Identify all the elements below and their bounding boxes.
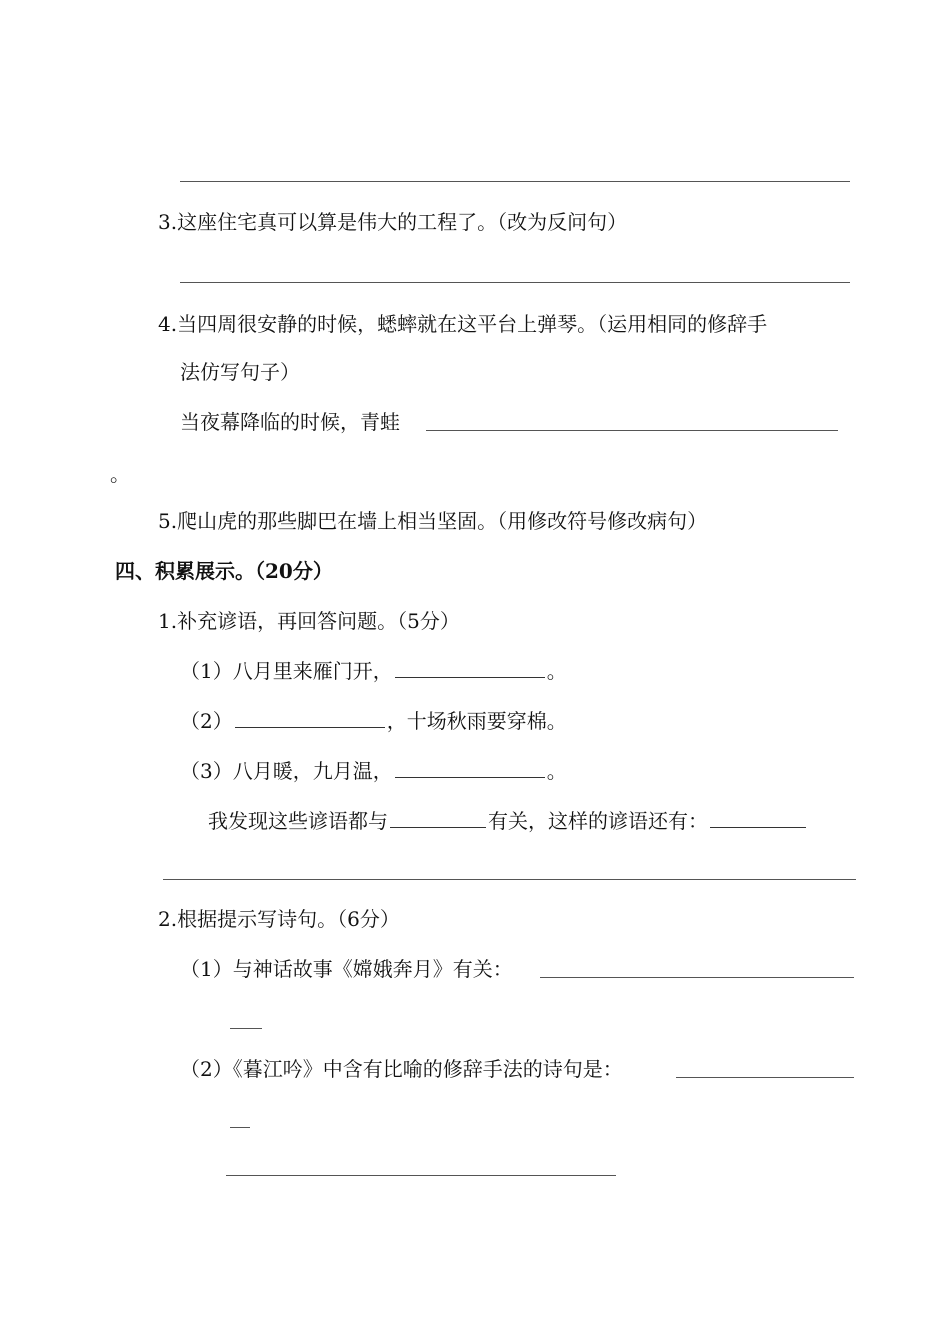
question-3-text: 这座住宅真可以算是伟大的工程了。（改为反问句） [177,210,628,234]
s4-q1-item-2 [180,707,567,735]
s4-q1-item-3-prefix: （3）八月暖，九月温， [180,759,393,783]
question-3-number: 3. [158,210,178,234]
s4-q1-item-1-suffix: 。 [546,659,567,683]
question-5-text: 爬山虎的那些脚巴在墙上相当坚固。（用修改符号修改病句） [177,509,708,533]
s4-q1-item-1 [180,657,567,685]
s4-q1-item-3-blank[interactable] [395,757,545,778]
s4-q2-item-1: （1）与神话故事《嫦娥奔月》有关： [180,957,513,981]
answer-line-s4q2-item1[interactable] [540,977,854,978]
s4-q1-followup-a: 我发现这些谚语都与 [208,809,388,833]
s4-q1-item-2-prefix: （2） [180,709,233,733]
answer-line-s4q2-item2-cont[interactable] [230,1127,250,1128]
s4-question-2-text: 根据提示写诗句。（6分） [177,907,400,931]
s4-q1-item-3-suffix: 。 [546,759,567,783]
s4-q1-followup [208,807,808,835]
s4-q1-item-2-suffix: ，十场秋雨要穿棉。 [386,709,567,733]
s4-q2-item-2: （2）《暮江吟》中含有比喻的修辞手法的诗句是： [180,1057,623,1081]
s4-question-2 [158,905,400,933]
s4-question-2-number: 2. [158,907,178,931]
question-5 [158,507,707,535]
s4-question-1 [158,607,460,635]
answer-line-s4q2-item2[interactable] [676,1077,854,1078]
answer-line-s4q1[interactable] [163,879,856,880]
question-4-text-line1: 当四周很安静的时候，蟋蟀就在这平台上弹琴。（运用相同的修辞手 [177,312,768,336]
s4-question-1-number: 1. [158,609,178,633]
s4-question-1-text: 补充谚语，再回答问题。（5分） [177,609,460,633]
s4-q1-followup-blank-2[interactable] [710,807,806,828]
s4-q1-item-1-blank[interactable] [395,657,545,678]
s4-q1-item-3 [180,757,567,785]
question-4-prompt: 当夜幕降临的时候，青蛙 [180,410,400,434]
s4-q1-followup-b: 有关，这样的谚语还有： [488,809,708,833]
answer-line-s4q2-extra[interactable] [226,1175,616,1176]
question-4-number: 4. [158,312,178,336]
s4-q1-followup-blank-1[interactable] [390,807,486,828]
question-4-end-mark: 。 [110,462,130,486]
s4-q1-item-2-blank[interactable] [235,707,385,728]
question-4 [158,310,767,338]
s4-q1-item-1-prefix: （1）八月里来雁门开， [180,659,393,683]
section-4-title: 四、积累展示。（20分） [115,559,333,583]
answer-line-s4q2-item1-cont[interactable] [230,1028,262,1029]
question-5-number: 5. [158,509,178,533]
answer-line-top[interactable] [180,181,850,182]
question-4-text-line2: 法仿写句子） [180,360,300,384]
answer-line-q4[interactable] [426,430,838,431]
answer-line-q3[interactable] [180,282,850,283]
question-3 [158,208,627,236]
